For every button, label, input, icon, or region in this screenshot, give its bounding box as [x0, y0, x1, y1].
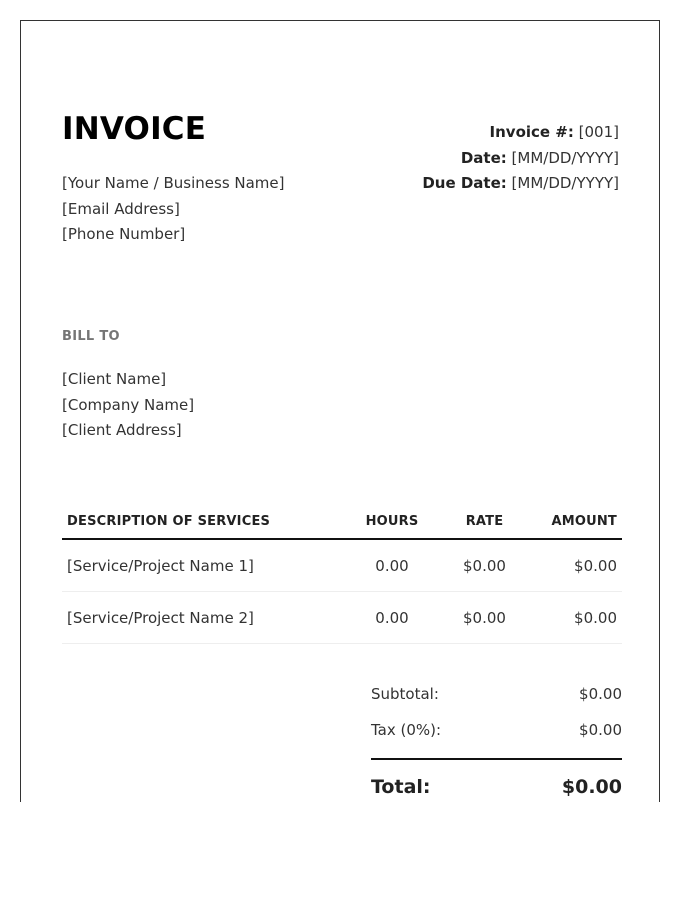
client-address: [Client Address]	[62, 421, 182, 439]
row-amount: $0.00	[537, 592, 622, 644]
row-description: [Service/Project Name 2]	[62, 592, 352, 644]
total-row	[371, 770, 622, 805]
total-label: Total:	[371, 776, 431, 798]
totals-section	[371, 676, 622, 805]
row-amount: $0.00	[537, 539, 622, 592]
subtotal-value: $0.00	[579, 685, 622, 703]
sender-email: [Email Address]	[62, 199, 180, 218]
tax-value: $0.00	[579, 721, 622, 739]
invoice-number-row	[422, 120, 619, 146]
bill-to-heading: BILL TO	[62, 329, 120, 344]
totals-divider	[371, 758, 622, 760]
row-description: [Service/Project Name 1]	[62, 539, 352, 592]
header-description: DESCRIPTION OF SERVICES	[62, 504, 352, 539]
total-value: $0.00	[561, 776, 622, 798]
row-rate: $0.00	[432, 592, 537, 644]
sender-phone: [Phone Number]	[62, 225, 186, 243]
client-name: [Client Name]	[62, 370, 167, 388]
invoice-number-value: [001]	[578, 123, 619, 141]
tax-row	[371, 712, 622, 748]
invoice-date-value: [MM/DD/YYYY]	[511, 148, 619, 167]
tax-label: Tax (0%):	[371, 721, 442, 739]
row-hours: 0.00	[352, 592, 432, 644]
row-rate: $0.00	[432, 539, 537, 592]
due-date-label: Due Date:	[422, 174, 507, 192]
invoice-title: INVOICE	[62, 111, 207, 147]
due-date-value: [MM/DD/YYYY]	[511, 174, 619, 192]
subtotal-row	[371, 676, 622, 712]
client-info	[62, 367, 194, 444]
header-hours: HOURS	[352, 504, 432, 539]
table-header-row	[62, 504, 622, 539]
client-company: [Company Name]	[62, 395, 195, 414]
header-rate: RATE	[432, 504, 537, 539]
table-row	[62, 592, 622, 644]
sender-name: [Your Name / Business Name]	[62, 174, 285, 192]
table-row	[62, 539, 622, 592]
sender-info	[62, 171, 285, 248]
invoice-date-row	[422, 146, 619, 172]
services-table	[62, 504, 622, 644]
row-hours: 0.00	[352, 539, 432, 592]
due-date-row	[422, 171, 619, 197]
invoice-date-label: Date:	[460, 148, 507, 167]
header-amount: AMOUNT	[537, 504, 622, 539]
invoice-meta	[422, 120, 619, 197]
subtotal-label: Subtotal:	[371, 685, 439, 703]
invoice-number-label: Invoice #:	[489, 123, 574, 141]
invoice-page	[20, 20, 660, 802]
